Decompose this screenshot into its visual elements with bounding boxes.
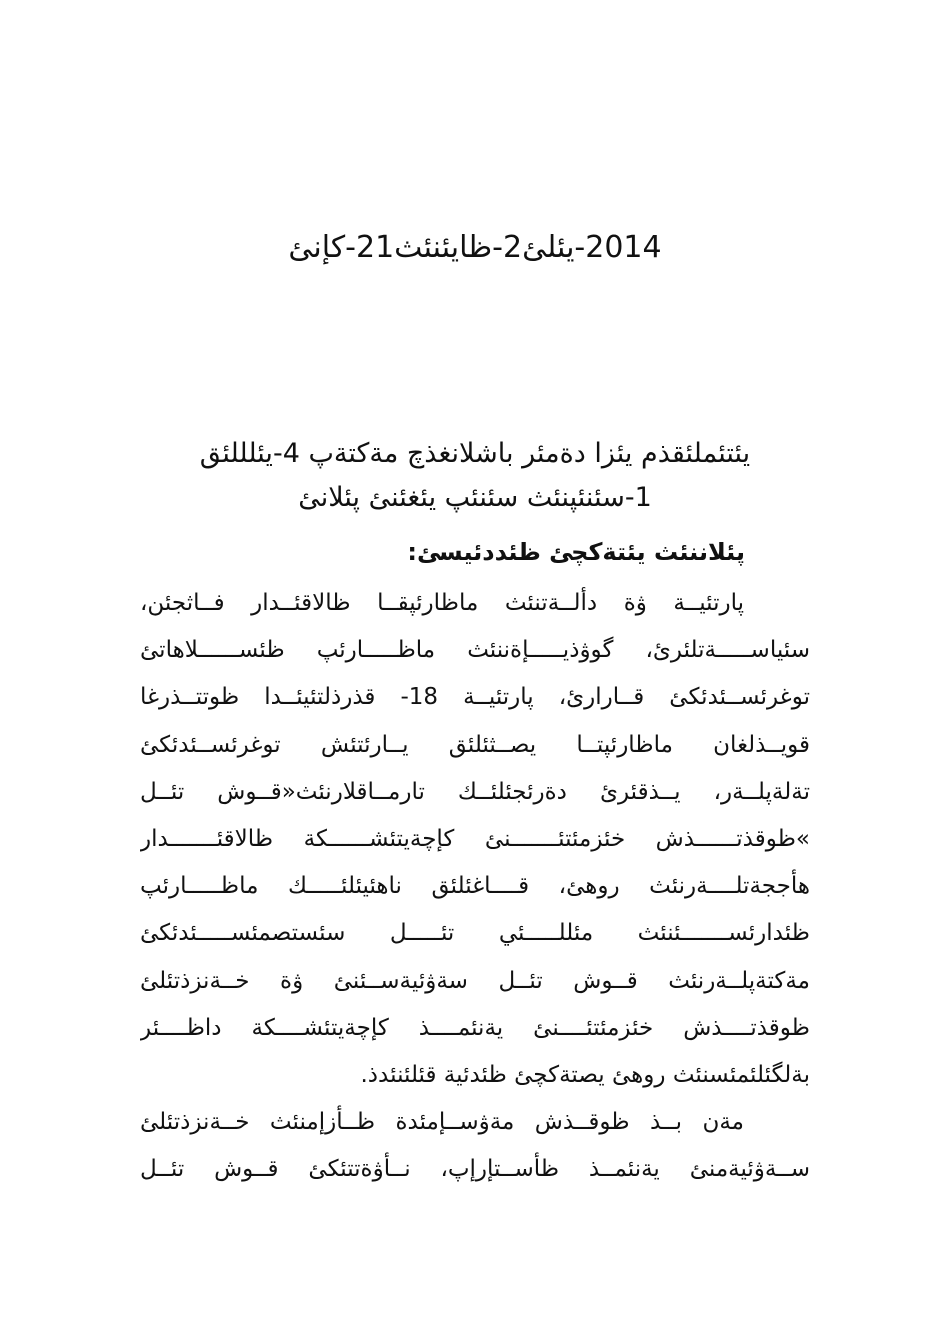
text-line: ظوقذتــــذش خئزمئتئــــنئ يةنئمــــذ كإچةيتئشــــكة داظــــئر <box>140 1014 810 1041</box>
text-line: پارتئيــة ۋة دألــةتنئث ماظارئپقــا ظالاقئــدار فــاثجئن، <box>140 590 744 616</box>
document-date: 2014-يئلئ2-ظايئنئث21-كإنئ <box>288 230 662 265</box>
text-line: مةكتةپلــةرنئث قــوش تئــل سةۋئيةســئنئ ۋة خــةنزذتئلئ <box>140 967 810 994</box>
section-heading: پئلاننئث يئتةكچئ ظئددئيسئ: <box>407 538 745 566</box>
document-title <box>140 432 810 520</box>
paragraph-2 <box>140 1099 810 1193</box>
body-text <box>140 580 810 1193</box>
text-line: ســةۋئيةمنئ يةنئمــذ ظأســتإرإپ، نــأۋةتتئكئ قــوش تئــل <box>140 1156 810 1183</box>
text-line: سئياســـــةتلئرئ، گوۋذيـــــإةننئث ماظـــــارئپ ظئســــــلاهاتئ <box>140 637 810 664</box>
text-line: قويــذلغان ماظارئپتــا يصــثئلئق يــارئتئش توغرئســئدئكئ <box>140 731 810 758</box>
paragraph-1 <box>140 580 810 1099</box>
text-line: مةن بــذ ظوقــذش مةۋســإمئدة ظــأزإمنئث خــةنزذتئلئ <box>140 1109 744 1136</box>
text-line: هأججةتلــــةرنئث روهئ، قــــاغئلئق ناهئيئلئـــــك ماظـــــارئپ <box>140 873 810 900</box>
text-line: تةلةپلــةر، يــذقئرئ دةرئجئلئــك تارمــاقلارنئث«قــوش تئــل <box>140 778 810 805</box>
text-line: توغرئســئدئكئ قــارارئ، پارتئيــة 18- قذرذلتئيئــدا ظوتتــذرغا <box>140 684 810 711</box>
text-line: ظئدارئســـــــئنئث مئللـــــئي تئـــــل سئستصمئســـــئدئكئ <box>140 920 810 947</box>
text-line: بةلگئلئمئسنئث روهئ يصتةكچئ ظئدئية قئلئنئدذ. <box>360 1061 810 1088</box>
title-line-1: يئتئملئقذم يئزا دةمئر باشلانغذچ مةكتةپ 4-يئلللئق <box>199 438 751 469</box>
text-line: »ظوقذتــــــذش خئزمئتئـــــــنئ كإچةيتئشــــــكة ظالاقئـــــــدار <box>140 825 810 852</box>
title-line-2: 1-سئنئپنئث سئنئپ يئغئنئ پئلانئ <box>298 482 652 513</box>
